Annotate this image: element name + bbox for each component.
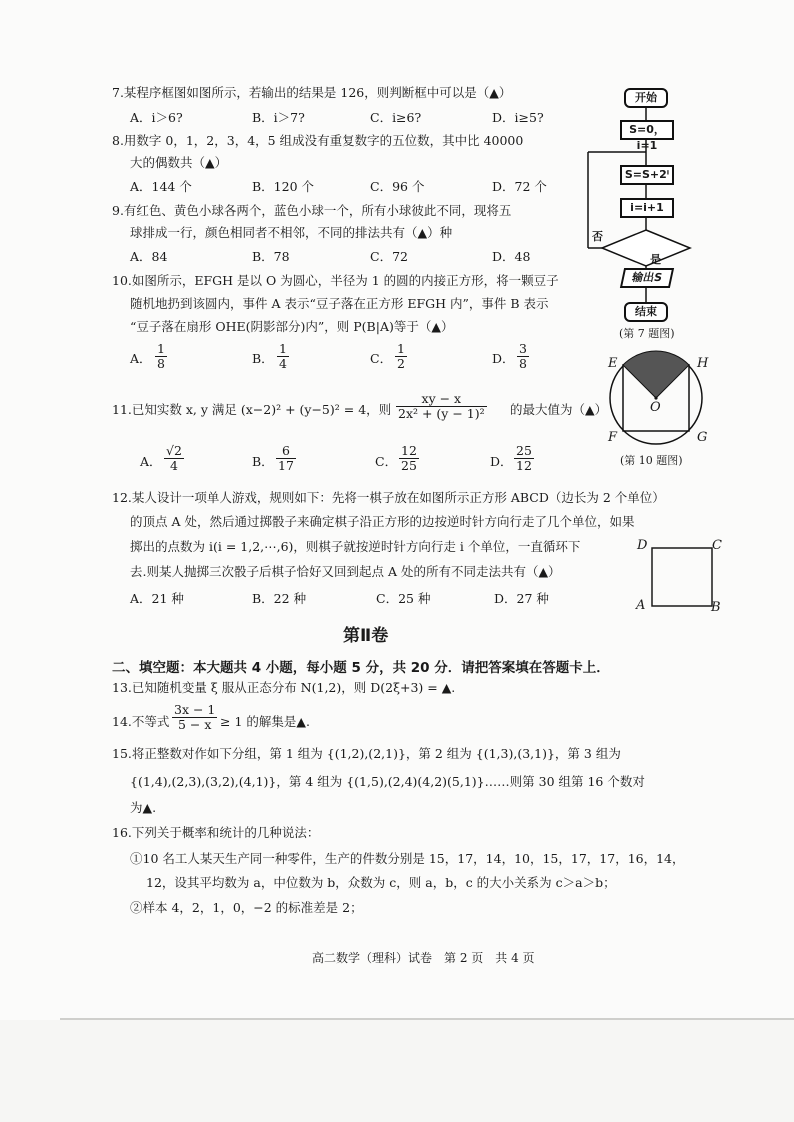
fig10-label-f: F — [608, 430, 618, 445]
q10-option-c-letter: C． — [370, 351, 393, 366]
q14-stem-suffix: ≥ 1 的解集是▲. — [220, 714, 310, 729]
fig10-label-o: O — [650, 400, 661, 415]
fig10-caption: (第 10 题图) — [620, 454, 683, 467]
q9-option-c: C．72 — [370, 249, 408, 264]
q9-option-a: A．84 — [130, 249, 168, 264]
flowchart-update-s: S=S+2ⁱ — [620, 165, 674, 185]
q10-option-b-letter: B． — [252, 351, 274, 366]
q10-option-a-letter: A． — [130, 351, 152, 366]
q11-option-c-letter: C． — [375, 454, 398, 469]
q10-stem-line1: 10.如图所示，EFGH 是以 O 为圆心，半径为 1 的圆的内接正方形，将一颗豆子 — [112, 273, 559, 288]
flowchart-end: 结束 — [624, 302, 668, 322]
q7-option-d: D．i≥5? — [492, 110, 544, 125]
flowchart-no-label: 否 — [592, 230, 603, 243]
q13-stem: 13.已知随机变量 ξ 服从正态分布 N(1,2)，则 D(2ξ+3) = ▲. — [112, 680, 456, 695]
q8-option-a: A．144 个 — [130, 179, 192, 194]
page-edge — [60, 1018, 794, 1020]
part2-title: 第Ⅱ卷 — [343, 626, 389, 646]
square-label-a: A — [636, 598, 646, 613]
square-label-d: D — [637, 538, 648, 553]
q7-stem: 7.某程序框图如图所示，若输出的结果是 126，则判断框中可以是（▲） — [112, 85, 512, 100]
q11-stem-suffix: 的最大值为（▲） — [510, 402, 608, 417]
flowchart-caption: (第 7 题图) — [619, 327, 675, 340]
q15-line1: 15.将正整数对作如下分组，第 1 组为 {(1,2),(2,1)}，第 2 组为 {(1,3),(3,1)}，第 3 组为 — [112, 746, 621, 761]
q10-stem-line2: 随机地扔到该圆内，事件 A 表示“豆子落在正方形 EFGH 内”，事件 B 表示 — [130, 296, 549, 311]
q8-stem-line2: 大的偶数共（▲） — [130, 155, 228, 170]
q10-option-d-letter: D． — [492, 351, 515, 366]
fig10-label-g: G — [697, 430, 708, 445]
square-label-c: C — [712, 538, 722, 553]
q16-stem: 16.下列关于概率和统计的几种说法： — [112, 825, 320, 840]
q10-option-d-fraction: $\frac{3}{8}$ — [519, 341, 527, 371]
q8-stem-line1: 8.用数字 0，1，2，3，4，5 组成没有重复数字的五位数，其中比 40000 — [112, 133, 524, 148]
q16-item1-line1: ①10 名工人某天生产同一种零件，生产的件数分别是 15，17，14，10，15，17，17，16，14， — [130, 851, 685, 866]
q12-stem-line4: 去.则某人抛掷三次骰子后棋子恰好又回到起点 A 处的所有不同走法共有（▲） — [130, 564, 561, 579]
q11-option-c-fraction: $\frac{12}{25}$ — [401, 443, 417, 473]
q10-option-c-fraction: $\frac{1}{2}$ — [397, 341, 405, 371]
q12-option-d: D．27 种 — [494, 591, 549, 606]
q9-option-b: B．78 — [252, 249, 290, 264]
q12-option-a: A．21 种 — [130, 591, 184, 606]
fill-in-section-heading: 二、填空题：本大题共 4 小题，每小题 5 分，共 20 分．请把答案填在答题卡上． — [112, 660, 610, 676]
q16-item1-line2: 12，设其平均数为 a，中位数为 b，众数为 c，则 a，b，c 的大小关系为 c＞a＞b； — [146, 875, 616, 890]
q11-option-a-fraction: $\frac{√2}{4}$ — [166, 443, 182, 473]
q9-stem-line2: 球排成一行，颜色相同者不相邻，不同的排法共有（▲）种 — [130, 225, 453, 240]
q7-option-b: B．i＞7? — [252, 110, 305, 125]
q7-option-a: A．i＞6? — [130, 110, 183, 125]
flowchart-update-i: i=i+1 — [620, 198, 674, 218]
flowchart-start: 开始 — [624, 88, 668, 108]
q9-stem-line1: 9.有红色、黄色小球各两个，蓝色小球一个，所有小球彼此不同，现将五 — [112, 203, 512, 218]
q12-stem-line1: 12.某人设计一项单人游戏，规则如下：先将一棋子放在如图所示正方形 ABCD（边长为 2 个单位） — [112, 490, 665, 505]
q10-stem-line3: “豆子落在扇形 OHE(阴影部分)内”，则 P(B|A)等于（▲） — [130, 319, 454, 334]
q10-option-a-fraction: $\frac{1}{8}$ — [157, 341, 165, 371]
q11-expression-fraction: $\frac{xy - x}{\text{2x² + (y − 1)²}}$ — [398, 391, 485, 421]
q8-option-c: C．96 个 — [370, 179, 425, 194]
q14-inequality-fraction: $\frac{3x - 1}{5 - x}$ — [174, 702, 216, 732]
q11-option-b-letter: B． — [252, 454, 274, 469]
q12-option-c: C．25 种 — [376, 591, 431, 606]
q15-line3: 为▲. — [130, 800, 157, 815]
fig10-label-h: H — [697, 356, 709, 371]
q10-option-b-fraction: $\frac{1}{4}$ — [279, 341, 287, 371]
q12-option-b: B．22 种 — [252, 591, 307, 606]
q7-option-c: C．i≥6? — [370, 110, 422, 125]
q12-stem-line3: 掷出的点数为 i(i = 1,2,⋯,6)，则棋子就按逆时针方向行走 i 个单位，一直循环下 — [130, 539, 581, 554]
q15-line2: {(1,4),(2,3),(3,2),(4,1)}，第 4 组为 {(1,5),(2,4)(4,2)(5,1)}……则第 30 组第 16 个数对 — [130, 774, 645, 789]
q11-stem-prefix: 11.已知实数 x, y 满足 (x−2)² + (y−5)² = 4，则 — [112, 402, 392, 417]
page-footer: 高二数学（理科）试卷 第 2 页 共 4 页 — [312, 951, 535, 965]
flowchart-yes-label: 是 — [650, 253, 661, 266]
flowchart-output: 输出S — [620, 268, 674, 288]
q9-option-d: D．48 — [492, 249, 531, 264]
q11-option-d-fraction: $\frac{25}{12}$ — [516, 443, 532, 473]
square-label-b: B — [711, 600, 721, 615]
q11-option-b-fraction: $\frac{6}{17}$ — [278, 443, 294, 473]
q12-stem-line2: 的顶点 A 处，然后通过掷骰子来确定棋子沿正方形的边按逆时针方向行走了几个单位，如果 — [130, 514, 635, 529]
q16-item2: ②样本 4，2，1，0，−2 的标准差是 2； — [130, 900, 363, 915]
fig10-label-e: E — [608, 356, 618, 371]
q11-option-d-letter: D． — [490, 454, 513, 469]
q8-option-d: D．72 个 — [492, 179, 547, 194]
flowchart-init: S=0，i=1 — [620, 120, 674, 140]
q8-option-b: B．120 个 — [252, 179, 315, 194]
q11-option-a-letter: A． — [140, 454, 162, 469]
q14-stem-prefix: 14.不等式 — [112, 714, 170, 729]
